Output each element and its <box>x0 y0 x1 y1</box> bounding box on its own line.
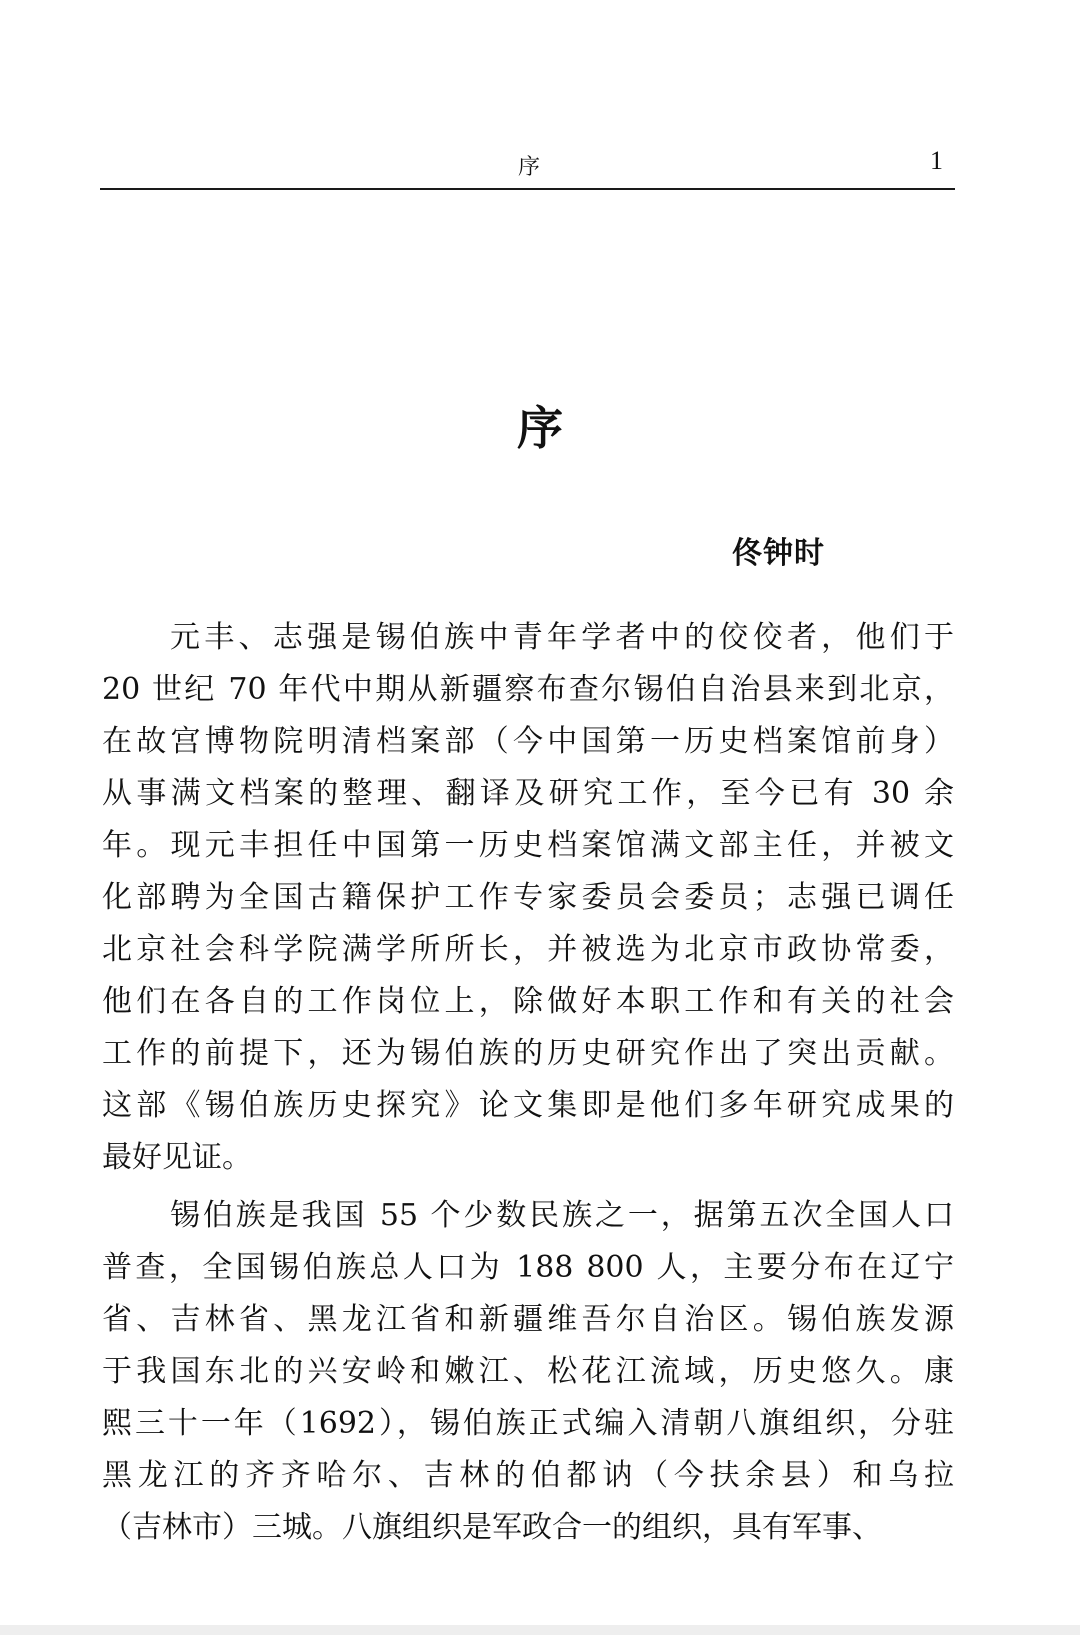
text-line: 北京社会科学院满学所所长，并被选为北京市政协常委， <box>102 932 954 967</box>
text-line: 锡伯族是我国 55 个少数民族之一，据第五次全国人口 <box>170 1198 954 1233</box>
chapter-title: 序 <box>517 401 563 455</box>
text-line: 于我国东北的兴安岭和嫩江、松花江流域，历史悠久。康 <box>102 1354 954 1389</box>
text-line: 从事满文档案的整理、翻译及研究工作，至今已有 30 余 <box>102 776 954 811</box>
text-line: 在故宫博物院明清档案部（今中国第一历史档案馆前身） <box>102 724 954 759</box>
running-header <box>100 140 955 190</box>
body-text <box>102 612 954 1554</box>
text-line: 化部聘为全国古籍保护工作专家委员会委员；志强已调任 <box>102 880 954 915</box>
text-line: 最好见证。 <box>102 1140 252 1175</box>
text-line: 工作的前提下，还为锡伯族的历史研究作出了突出贡献。 <box>102 1036 954 1071</box>
text-line: 这部《锡伯族历史探究》论文集即是他们多年研究成果的 <box>102 1088 954 1123</box>
text-line: 黑龙江的齐齐哈尔、吉林的伯都讷（今扶余县）和乌拉 <box>102 1458 954 1493</box>
text-line: 熙三十一年（1692），锡伯族正式编入清朝八旗组织，分驻 <box>102 1406 954 1441</box>
text-line: 元丰、志强是锡伯族中青年学者中的佼佼者，他们于 <box>170 620 954 655</box>
paragraph <box>102 612 954 1184</box>
text-line: （吉林市）三城。八旗组织是军政合一的组织，具有军事、 <box>102 1510 882 1545</box>
running-title: 序 <box>518 155 541 180</box>
page-number: 1 <box>930 146 943 175</box>
text-line: 省、吉林省、黑龙江省和新疆维吾尔自治区。锡伯族发源 <box>102 1302 954 1337</box>
text-line: 20 世纪 70 年代中期从新疆察布查尔锡伯自治县来到北京， <box>102 672 954 707</box>
text-line: 普查，全国锡伯族总人口为 188 800 人，主要分布在辽宁 <box>102 1250 954 1285</box>
text-line: 他们在各自的工作岗位上，除做好本职工作和有关的社会 <box>102 984 954 1019</box>
paragraph <box>102 1190 954 1554</box>
text-line: 年。现元丰担任中国第一历史档案馆满文部主任，并被文 <box>102 828 954 863</box>
bottom-strip <box>0 1625 1080 1635</box>
author-name: 佟钟时 <box>732 536 825 571</box>
